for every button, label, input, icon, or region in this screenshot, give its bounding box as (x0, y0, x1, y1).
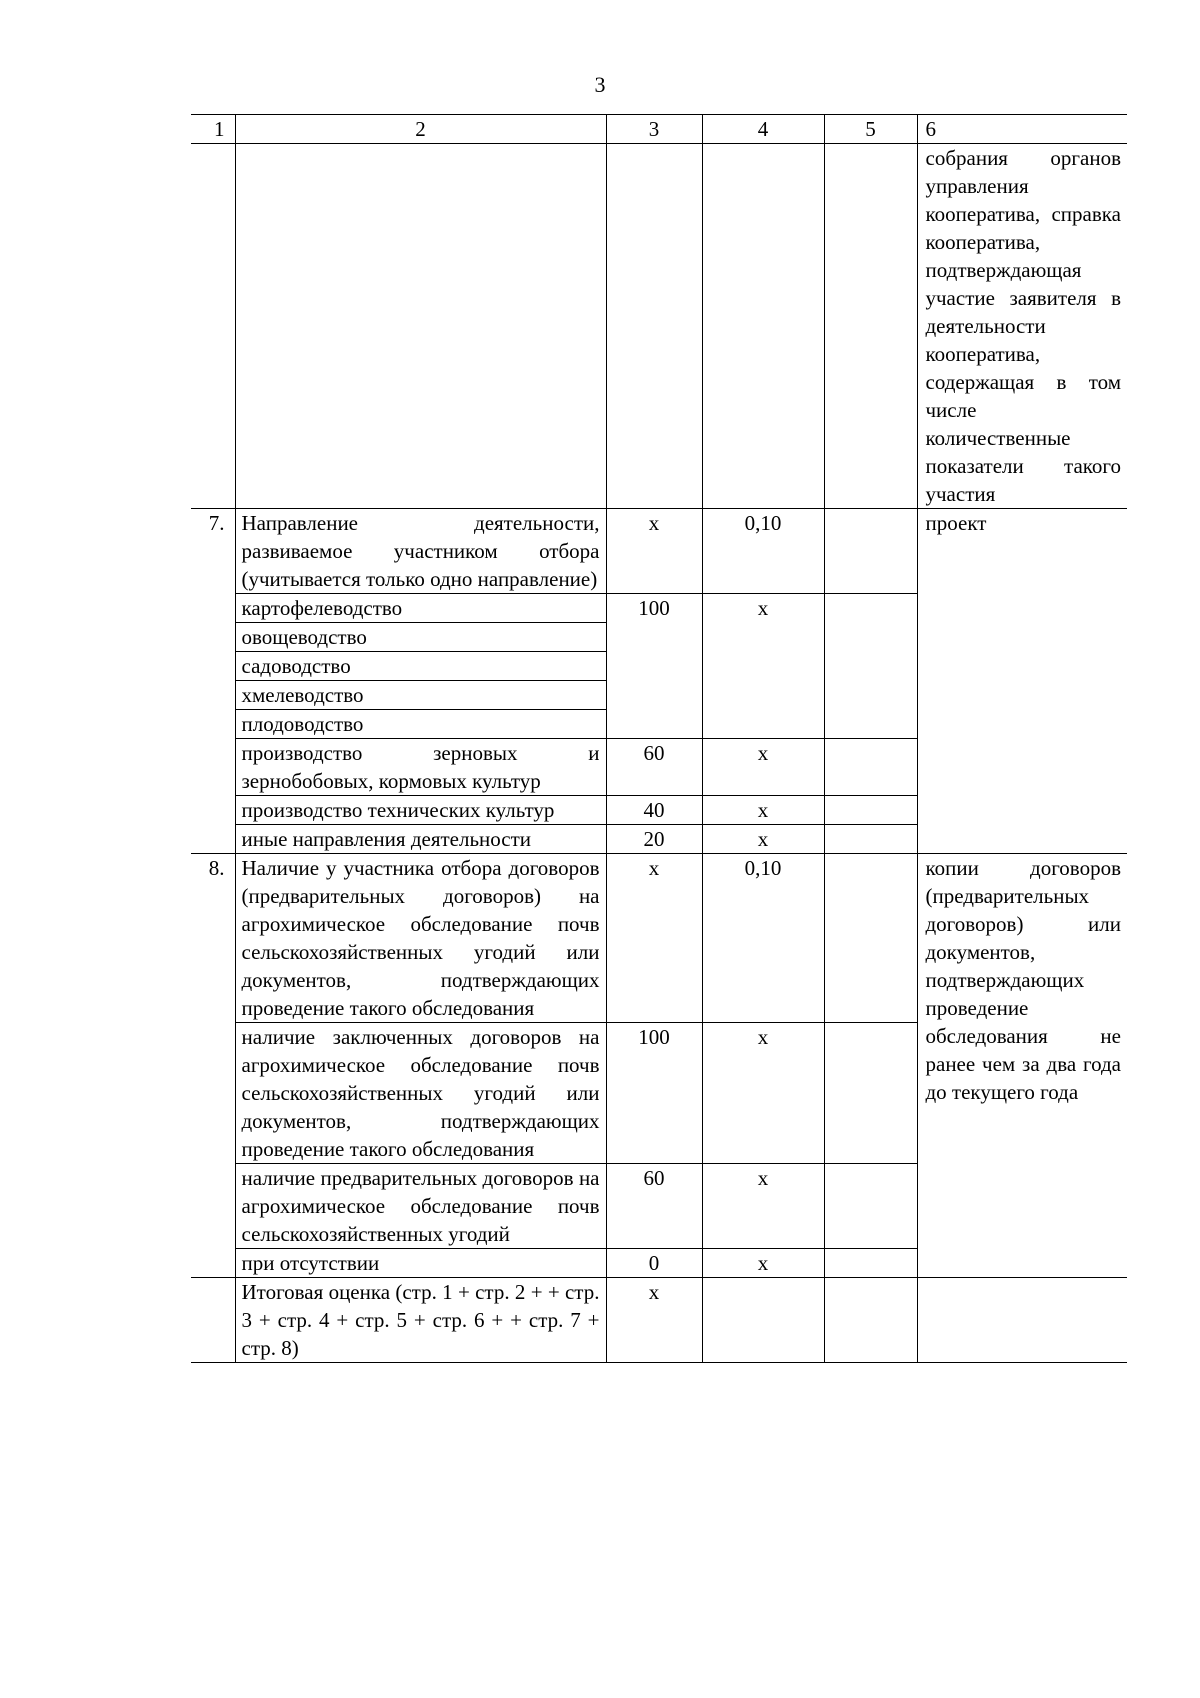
total-score: х (606, 1278, 702, 1363)
total-col5 (824, 1278, 917, 1363)
row-8-option-score: 0 (606, 1249, 702, 1278)
row-7-document: проект (917, 509, 1127, 854)
row-7-option-col5 (824, 825, 917, 854)
row-8-option-weight: х (702, 1249, 824, 1278)
header-col-4: 4 (702, 115, 824, 144)
total-label: Итоговая оценка (стр. 1 + стр. 2 + + стр. 3 + стр. 4 + стр. 5 + стр. 6 + + стр. 7 + стр. 8) (235, 1278, 606, 1363)
row-8-option-weight: х (702, 1023, 824, 1164)
row-7-weight: 0,10 (702, 509, 824, 594)
row-7-option-weight: х (702, 796, 824, 825)
cell-weight (702, 144, 824, 509)
total-weight (702, 1278, 824, 1363)
total-number (191, 1278, 235, 1363)
cell-num (191, 144, 235, 509)
row-7-number: 7. (191, 509, 235, 854)
row-7-criterion: Направление деятельности, развиваемое участником отбора (учитывается только одно направление) (235, 509, 606, 594)
row-7-option-col5 (824, 739, 917, 796)
row-7-group-col5 (824, 594, 917, 739)
header-col-5: 5 (824, 115, 917, 144)
row-7-option-label: садоводство (235, 652, 606, 681)
row-7-score: х (606, 509, 702, 594)
row-7-option-label: картофелеводство (235, 594, 606, 623)
row-8-option-label: наличие заключенных договоров на агрохимическое обследование почв сельскохозяйственных угодий или документов, подтверждающих проведение такого обследования (235, 1023, 606, 1164)
header-row (191, 115, 1127, 144)
row-8-score: х (606, 854, 702, 1023)
row-8-document: копии договоров (предварительных договоров) или документов, подтверждающих проведение обследования не ранее чем за два года до текущего года (917, 854, 1127, 1278)
row-7-group-score: 100 (606, 594, 702, 739)
row-7-option-weight: х (702, 739, 824, 796)
row-8-option-label: при отсутствии (235, 1249, 606, 1278)
cell-doc: собрания органов управления кооператива, справка кооператива, подтверждающая участие заявителя в деятельности кооператива, содержащая в том числе количественные показатели такого участия (917, 144, 1127, 509)
row-7-option-label: плодоводство (235, 710, 606, 739)
cell-score (606, 144, 702, 509)
cell-col5 (824, 144, 917, 509)
row-7-option-score: 40 (606, 796, 702, 825)
row-7-option-label: производство зерновых и зернобобовых, кормовых культур (235, 739, 606, 796)
header-col-2: 2 (235, 115, 606, 144)
row-7-option-col5 (824, 796, 917, 825)
total-document (917, 1278, 1127, 1363)
continuation-row (191, 144, 1127, 509)
cell-criterion (235, 144, 606, 509)
row-7-col5 (824, 509, 917, 594)
header-col-6: 6 (917, 115, 1127, 144)
row-8-option-col5 (824, 1164, 917, 1249)
total-row (191, 1278, 1127, 1363)
row-7-option-score: 60 (606, 739, 702, 796)
row-8-option-score: 60 (606, 1164, 702, 1249)
row-8-option-label: наличие предварительных договоров на агрохимическое обследование почв сельскохозяйственных угодий (235, 1164, 606, 1249)
row-7-option-weight: х (702, 825, 824, 854)
row-8-option-weight: х (702, 1164, 824, 1249)
row-7-group-weight: х (702, 594, 824, 739)
row-7 (191, 509, 1127, 594)
row-8-weight: 0,10 (702, 854, 824, 1023)
row-7-option-label: хмелеводство (235, 681, 606, 710)
criteria-table (191, 114, 1127, 1363)
row-7-option-label: овощеводство (235, 623, 606, 652)
row-7-option-score: 20 (606, 825, 702, 854)
row-8-col5 (824, 854, 917, 1023)
row-8 (191, 854, 1127, 1023)
row-8-criterion: Наличие у участника отбора договоров (предварительных договоров) на агрохимическое обследование почв сельскохозяйственных угодий или документов, подтверждающих проведение такого обследования (235, 854, 606, 1023)
header-col-1: 1 (191, 115, 235, 144)
row-8-option-col5 (824, 1023, 917, 1164)
header-col-3: 3 (606, 115, 702, 144)
row-7-option-label: производство технических культур (235, 796, 606, 825)
row-8-option-score: 100 (606, 1023, 702, 1164)
row-7-option-label: иные направления деятельности (235, 825, 606, 854)
row-8-number: 8. (191, 854, 235, 1278)
row-8-option-col5 (824, 1249, 917, 1278)
page-number: 3 (594, 72, 606, 97)
